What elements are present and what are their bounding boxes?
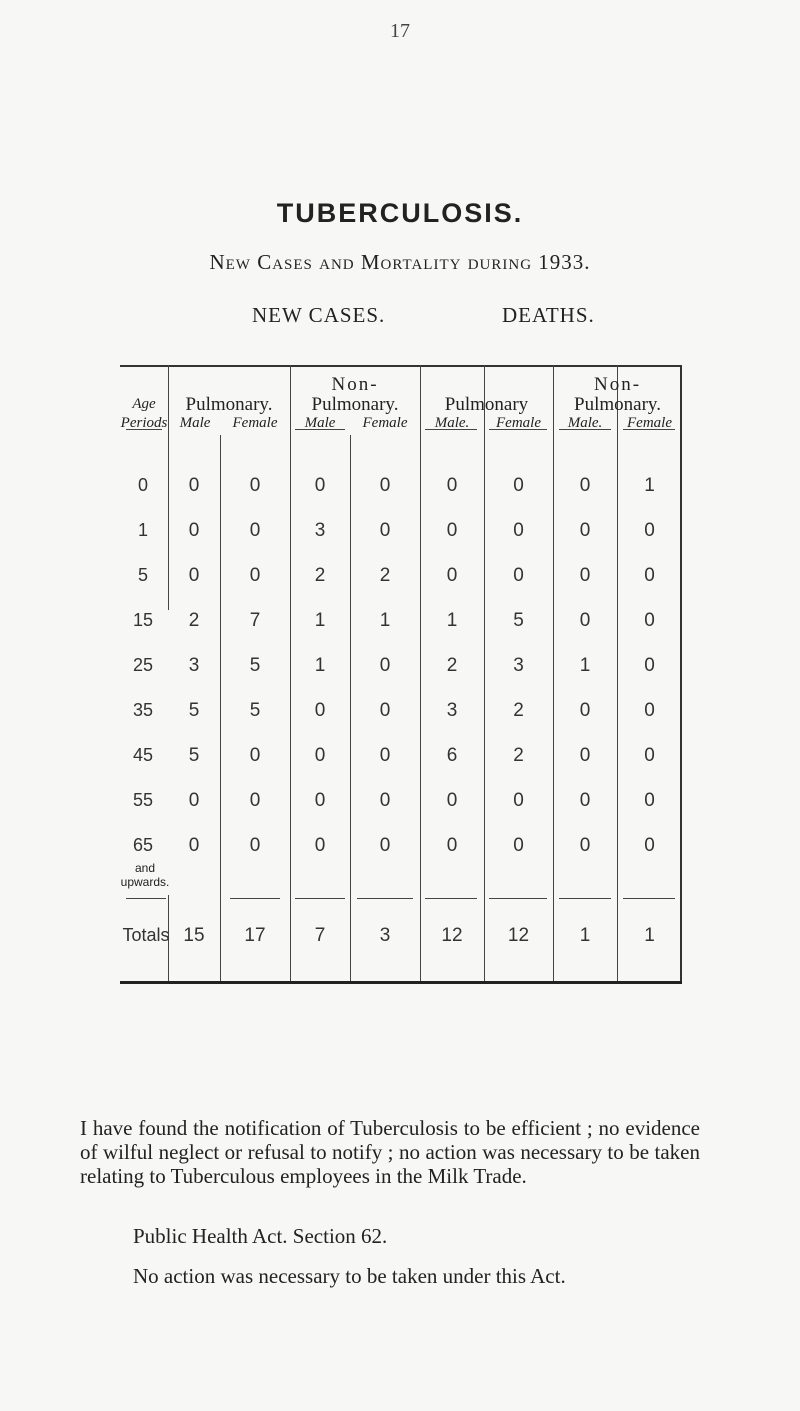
- totals-cell: 1: [644, 925, 655, 946]
- header-non: Non-: [331, 374, 379, 395]
- table-cell: 2: [446, 655, 458, 676]
- totals-cell: 12: [507, 925, 530, 946]
- table-cell: 5: [249, 700, 261, 721]
- header-male: Male: [304, 415, 336, 431]
- table-cell: 0: [579, 700, 591, 721]
- header-periods: Periods: [120, 415, 168, 431]
- table-cell: 0: [513, 565, 524, 586]
- totals-row: [120, 925, 682, 955]
- age-cell: 65: [132, 835, 154, 855]
- table-cell: 0: [579, 745, 591, 766]
- table-cell: 0: [644, 835, 655, 856]
- totals-cell: 12: [441, 925, 463, 946]
- table-cell: 0: [579, 565, 591, 586]
- age-cell: 5: [137, 565, 148, 585]
- totals-cell: 17: [244, 925, 266, 946]
- table-cell: 2: [513, 745, 524, 766]
- table-cell: 3: [314, 520, 326, 541]
- table-cell: 0: [249, 835, 261, 856]
- table-cell: 1: [379, 610, 391, 631]
- table-row: [120, 790, 682, 820]
- table-cell: 1: [644, 475, 655, 496]
- totals-cell: 15: [183, 925, 205, 946]
- table-cell: 0: [314, 475, 326, 496]
- table-cell: 3: [188, 655, 200, 676]
- table-cell: 0: [513, 790, 524, 811]
- table-row: [120, 610, 682, 640]
- table-cell: 0: [644, 700, 655, 721]
- age-cell: 55: [132, 790, 154, 810]
- table-cell: 0: [379, 745, 391, 766]
- table-cell: 0: [513, 475, 524, 496]
- table-cell: 0: [314, 790, 326, 811]
- table-cell: 3: [513, 655, 524, 676]
- totals-rule: [559, 898, 611, 899]
- table-row: [120, 520, 682, 550]
- header-female-np-deaths: Female: [627, 415, 672, 431]
- table-cell: 0: [579, 520, 591, 541]
- totals-cell: 3: [379, 925, 391, 946]
- table-cell: 6: [446, 745, 458, 766]
- table-cell: 0: [314, 835, 326, 856]
- totals-rule: [425, 898, 477, 899]
- age-cell: 35: [132, 700, 154, 720]
- header-age: Age: [132, 396, 156, 412]
- table-cell: 0: [644, 655, 655, 676]
- table-cell: 0: [644, 610, 655, 631]
- page-title: TUBERCULOSIS.: [276, 198, 524, 228]
- totals-rule: [126, 898, 166, 899]
- header-non-pulmonary: Pulmonary.: [574, 394, 661, 415]
- table-cell: 0: [379, 520, 391, 541]
- header-non-pulmonary: Pulmonary.: [311, 394, 399, 415]
- table-row: [120, 565, 682, 595]
- table-cell: 0: [446, 835, 458, 856]
- table-cell: 0: [249, 745, 261, 766]
- table-cell: 0: [446, 790, 458, 811]
- act-note: No action was necessary to be taken under this Act.: [133, 1264, 566, 1288]
- header-female: Female: [362, 415, 408, 431]
- new-cases-heading: NEW CASES.: [252, 303, 386, 327]
- table-cell: 0: [446, 475, 458, 496]
- table-cell: 3: [446, 700, 458, 721]
- table-cell: 0: [379, 835, 391, 856]
- table-cell: 7: [249, 610, 261, 631]
- table-cell: 2: [379, 565, 391, 586]
- table-row: [120, 475, 682, 505]
- tuberculosis-table: [120, 365, 682, 985]
- age-cell: 0: [137, 475, 148, 495]
- table-cell: 2: [513, 700, 524, 721]
- table-cell: 1: [314, 610, 326, 631]
- table-cell: 0: [188, 520, 200, 541]
- table-cell: 0: [188, 835, 200, 856]
- header-male-deaths: Male.: [434, 415, 470, 431]
- deaths-heading: DEATHS.: [502, 303, 595, 327]
- table-cell: 0: [644, 745, 655, 766]
- header-non: Non-: [593, 374, 642, 395]
- table-row: [120, 745, 682, 775]
- totals-cell: 1: [579, 925, 591, 946]
- table-row: [120, 700, 682, 730]
- table-cell: 0: [644, 520, 655, 541]
- header-pulmonary-deaths: Pulmonary: [444, 394, 529, 415]
- table-cell: 0: [188, 475, 200, 496]
- totals-cell: 7: [314, 925, 326, 946]
- table-top-border: [120, 365, 682, 367]
- table-cell: 0: [249, 520, 261, 541]
- table-cell: 0: [644, 565, 655, 586]
- table-cell: 0: [446, 565, 458, 586]
- table-cell: 1: [314, 655, 326, 676]
- table-cell: 0: [379, 700, 391, 721]
- table-cell: 1: [579, 655, 591, 676]
- age-cell: 45: [132, 745, 154, 765]
- table-cell: 0: [188, 790, 200, 811]
- table-cell: 0: [513, 835, 524, 856]
- table-cell: 0: [579, 475, 591, 496]
- totals-rule: [357, 898, 413, 899]
- table-cell: 5: [188, 700, 200, 721]
- table-cell: 0: [579, 835, 591, 856]
- page-number: 17: [390, 20, 410, 42]
- table-cell: 0: [314, 700, 326, 721]
- table-cell: 0: [379, 790, 391, 811]
- table-cell: 0: [249, 565, 261, 586]
- table-cell: 0: [379, 475, 391, 496]
- table-cell: 0: [579, 790, 591, 811]
- totals-rule: [623, 898, 675, 899]
- table-bottom-border: [120, 981, 682, 984]
- age-cell: 25: [132, 655, 154, 675]
- header-male: Male: [179, 415, 211, 431]
- table-cell: 0: [249, 475, 261, 496]
- table-cell: 0: [379, 655, 391, 676]
- header-male-np-deaths: Male.: [567, 415, 603, 431]
- page-subtitle: New Cases and Mortality during 1933.: [209, 250, 591, 274]
- table-cell: 0: [579, 610, 591, 631]
- totals-label: Totals: [122, 925, 170, 945]
- table-row: [120, 835, 682, 891]
- header-female-deaths: Female: [496, 415, 541, 431]
- totals-rule: [230, 898, 280, 899]
- notification-note: I have found the notification of Tuberculosis to be efficient ; no evidence of wilful neglect or refusal to notify ; no action was necessary to be taken relating to Tuberculous employees in the Milk Trade.: [80, 1116, 700, 1188]
- table-cell: 0: [446, 520, 458, 541]
- table-cell: 5: [188, 745, 200, 766]
- totals-rule: [489, 898, 547, 899]
- table-row: [120, 655, 682, 685]
- table-cell: 0: [188, 565, 200, 586]
- table-cell: 2: [314, 565, 326, 586]
- table-cell: 2: [188, 610, 200, 631]
- age-cell: 1: [137, 520, 148, 540]
- age-note: and upwards.: [120, 861, 170, 889]
- header-pulmonary: Pulmonary.: [185, 394, 273, 415]
- table-cell: 1: [446, 610, 458, 631]
- header-female: Female: [232, 415, 278, 431]
- age-cell: 15: [132, 610, 154, 630]
- table-cell: 5: [513, 610, 524, 631]
- table-cell: 0: [513, 520, 524, 541]
- table-cell: 0: [644, 790, 655, 811]
- act-heading: Public Health Act. Section 62.: [133, 1224, 388, 1248]
- table-cell: 5: [249, 655, 261, 676]
- table-cell: 0: [314, 745, 326, 766]
- totals-rule: [295, 898, 345, 899]
- table-cell: 0: [249, 790, 261, 811]
